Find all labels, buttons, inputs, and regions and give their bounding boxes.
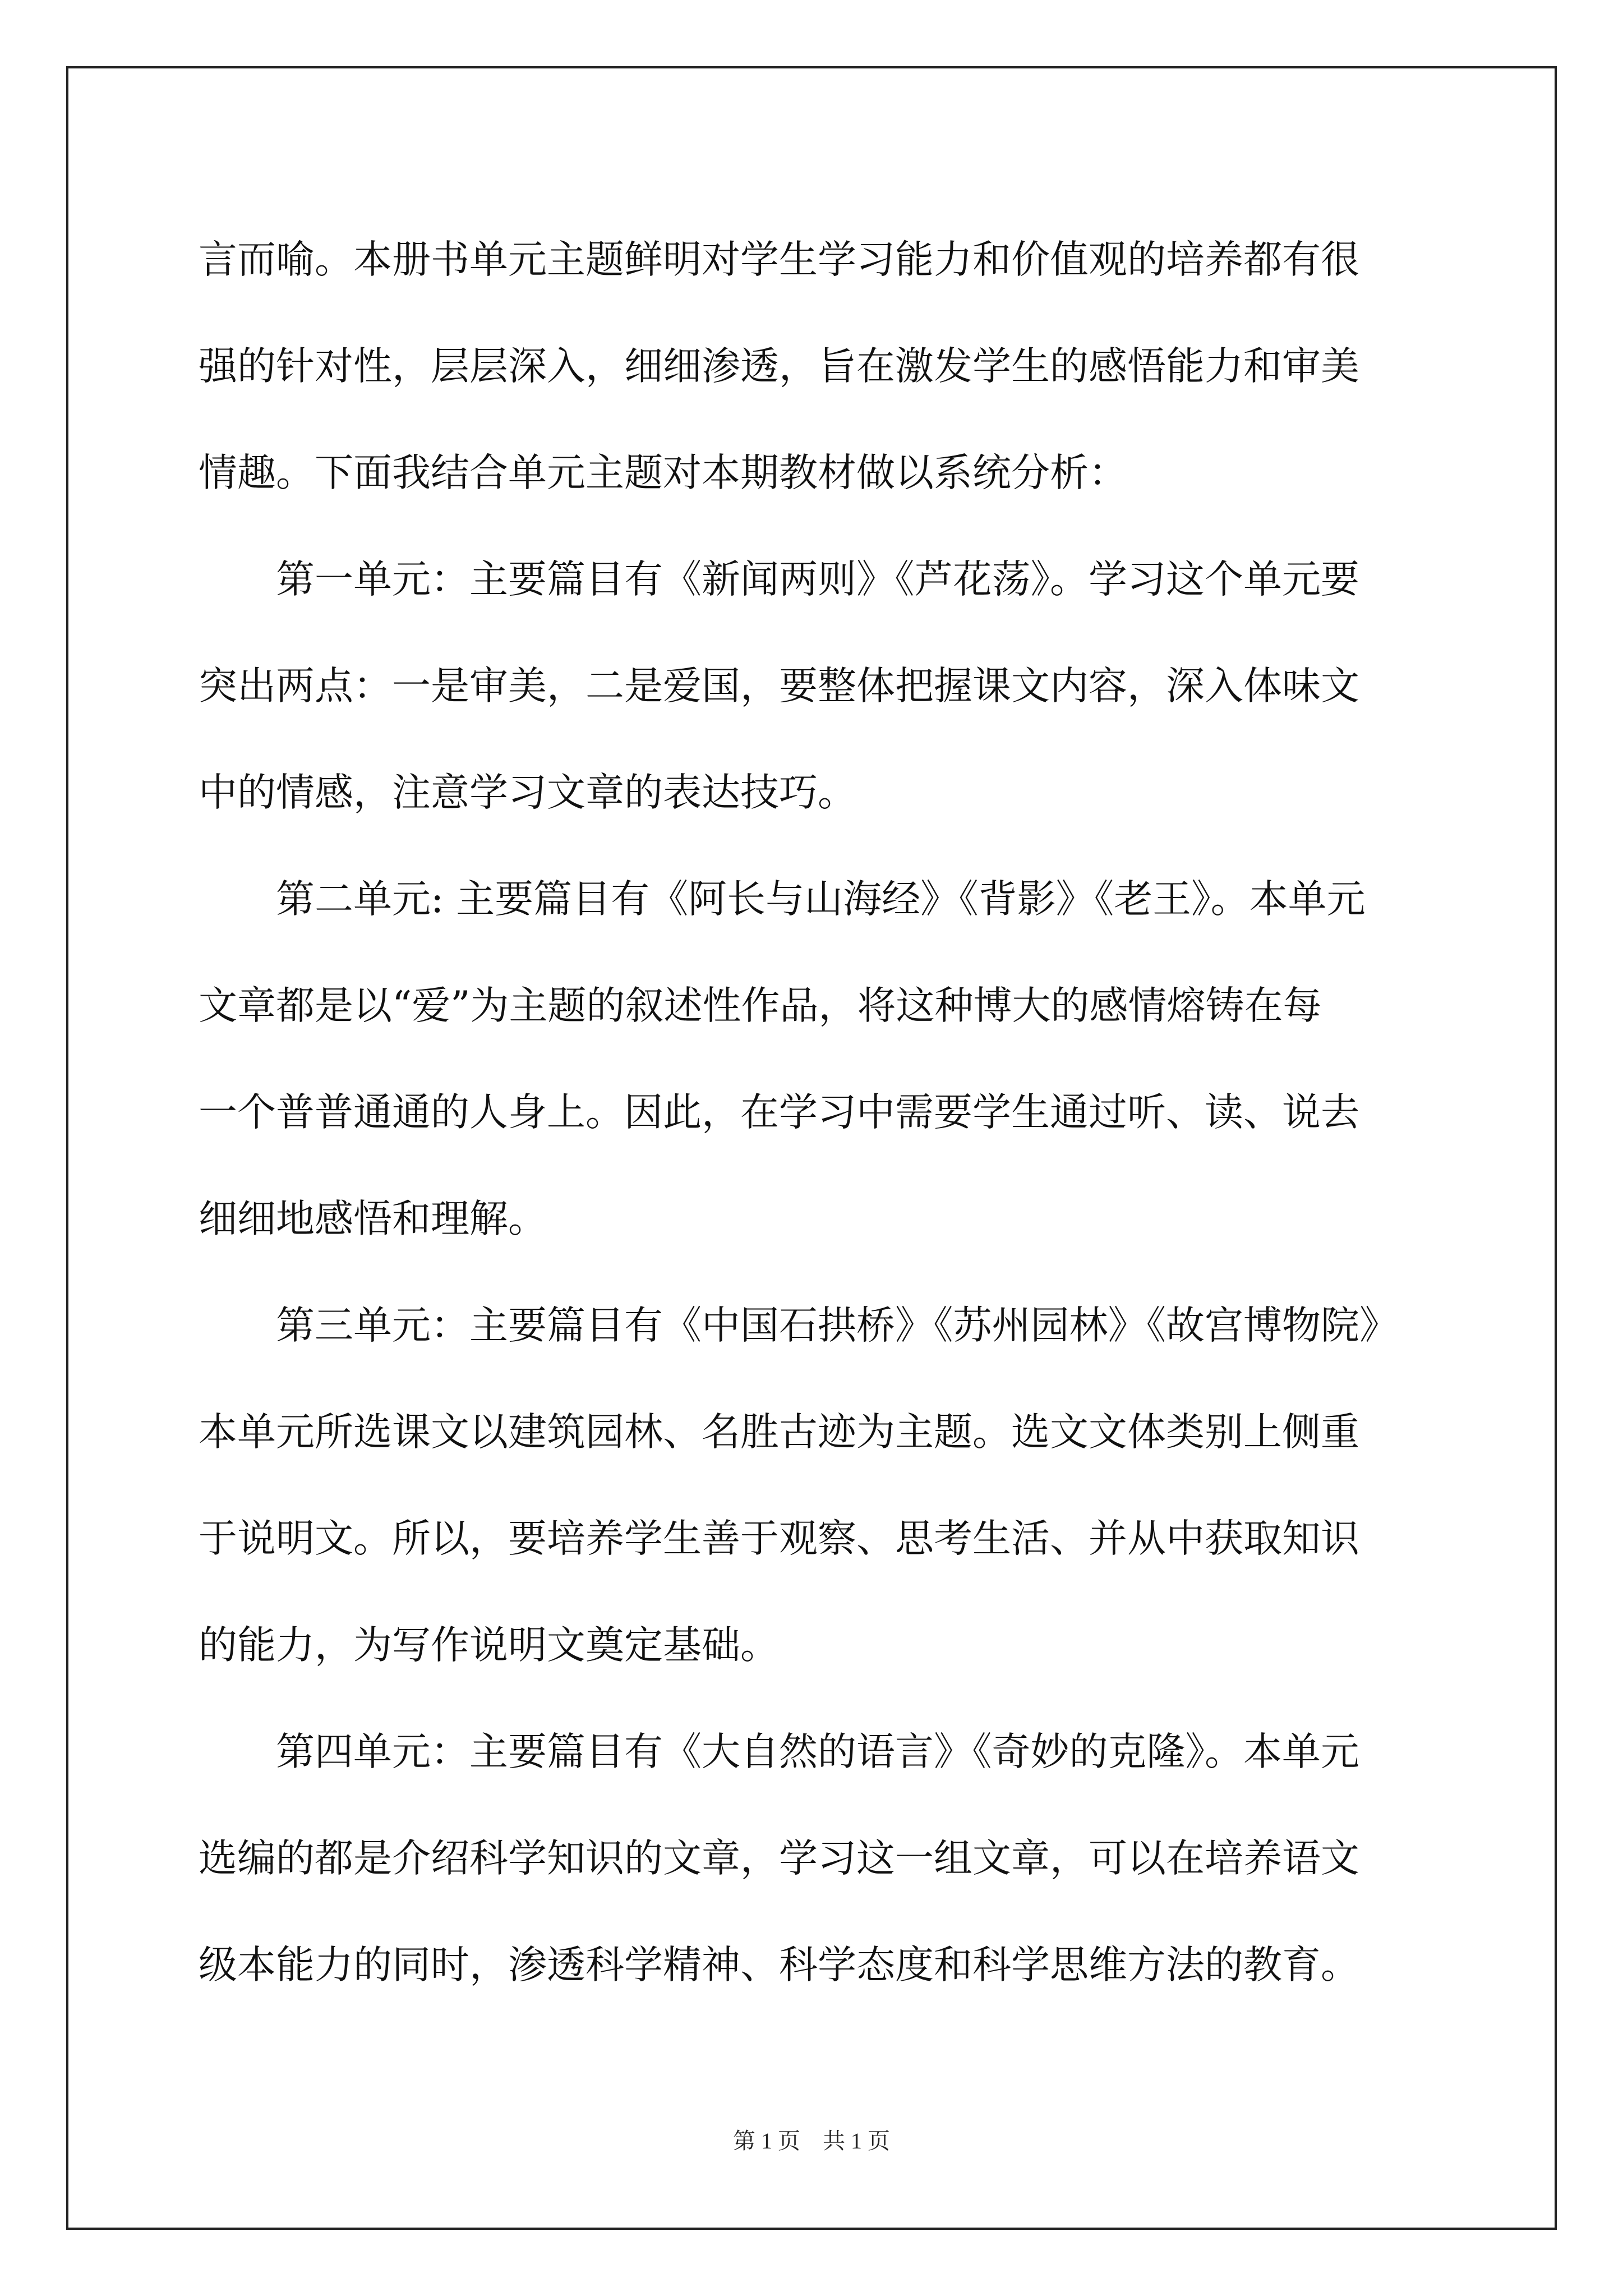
text-line: 突出两点：一是审美，二是爱国，要整体把握课文内容，深入体味文: [199, 664, 1359, 708]
text-line: 言而喻。本册书单元主题鲜明对学生学习能力和价值观的培养都有很: [199, 237, 1359, 282]
text-line: 一个普普通通的人身上。因此，在学习中需要学生通过听、读、说去: [199, 1090, 1359, 1135]
page-number-footer: 第 1 页 共 1 页: [733, 2128, 890, 2154]
text-line: 第三单元：主要篇目有《中国石拱桥》《苏州园林》《故宫博物院》: [199, 1303, 1398, 1348]
text-line: 第四单元：主要篇目有《大自然的语言》《奇妙的克隆》。本单元: [199, 1729, 1359, 1774]
text-line: 第二单元: 主要篇目有《阿长与山海经》《背影》《老王》。本单元: [199, 877, 1366, 922]
document-body: [199, 206, 1432, 2018]
text-line: 选编的都是介绍科学知识的文章，学习这一组文章，可以在培养语文: [199, 1836, 1359, 1881]
text-line: 第一单元：主要篇目有《新闻两则》《芦花荡》。学习这个单元要: [199, 557, 1359, 602]
text-line: 本单元所选课文以建筑园林、名胜古迹为主题。选文文体类别上侧重: [199, 1410, 1359, 1455]
text-line: 于说明文。所以，要培养学生善于观察、思考生活、并从中获取知识: [199, 1516, 1359, 1561]
text-line: 中的情感，注意学习文章的表达技巧。: [199, 770, 856, 815]
text-line: 情趣。下面我结合单元主题对本期教材做以系统分析：: [199, 450, 1127, 495]
text-line: 文章都是以“爱”为主题的叙述性作品，将这种博大的感情熔铸在每: [199, 983, 1322, 1028]
text-line: 细细地感悟和理解。: [199, 1197, 547, 1241]
text-line: 强的针对性，层层深入，细细渗透，旨在激发学生的感悟能力和审美: [199, 344, 1359, 389]
text-line: 的能力，为写作说明文奠定基础。: [199, 1623, 779, 1668]
text-line: 级本能力的同时，渗透科学精神、科学态度和科学思维方法的教育。: [199, 1943, 1359, 1987]
